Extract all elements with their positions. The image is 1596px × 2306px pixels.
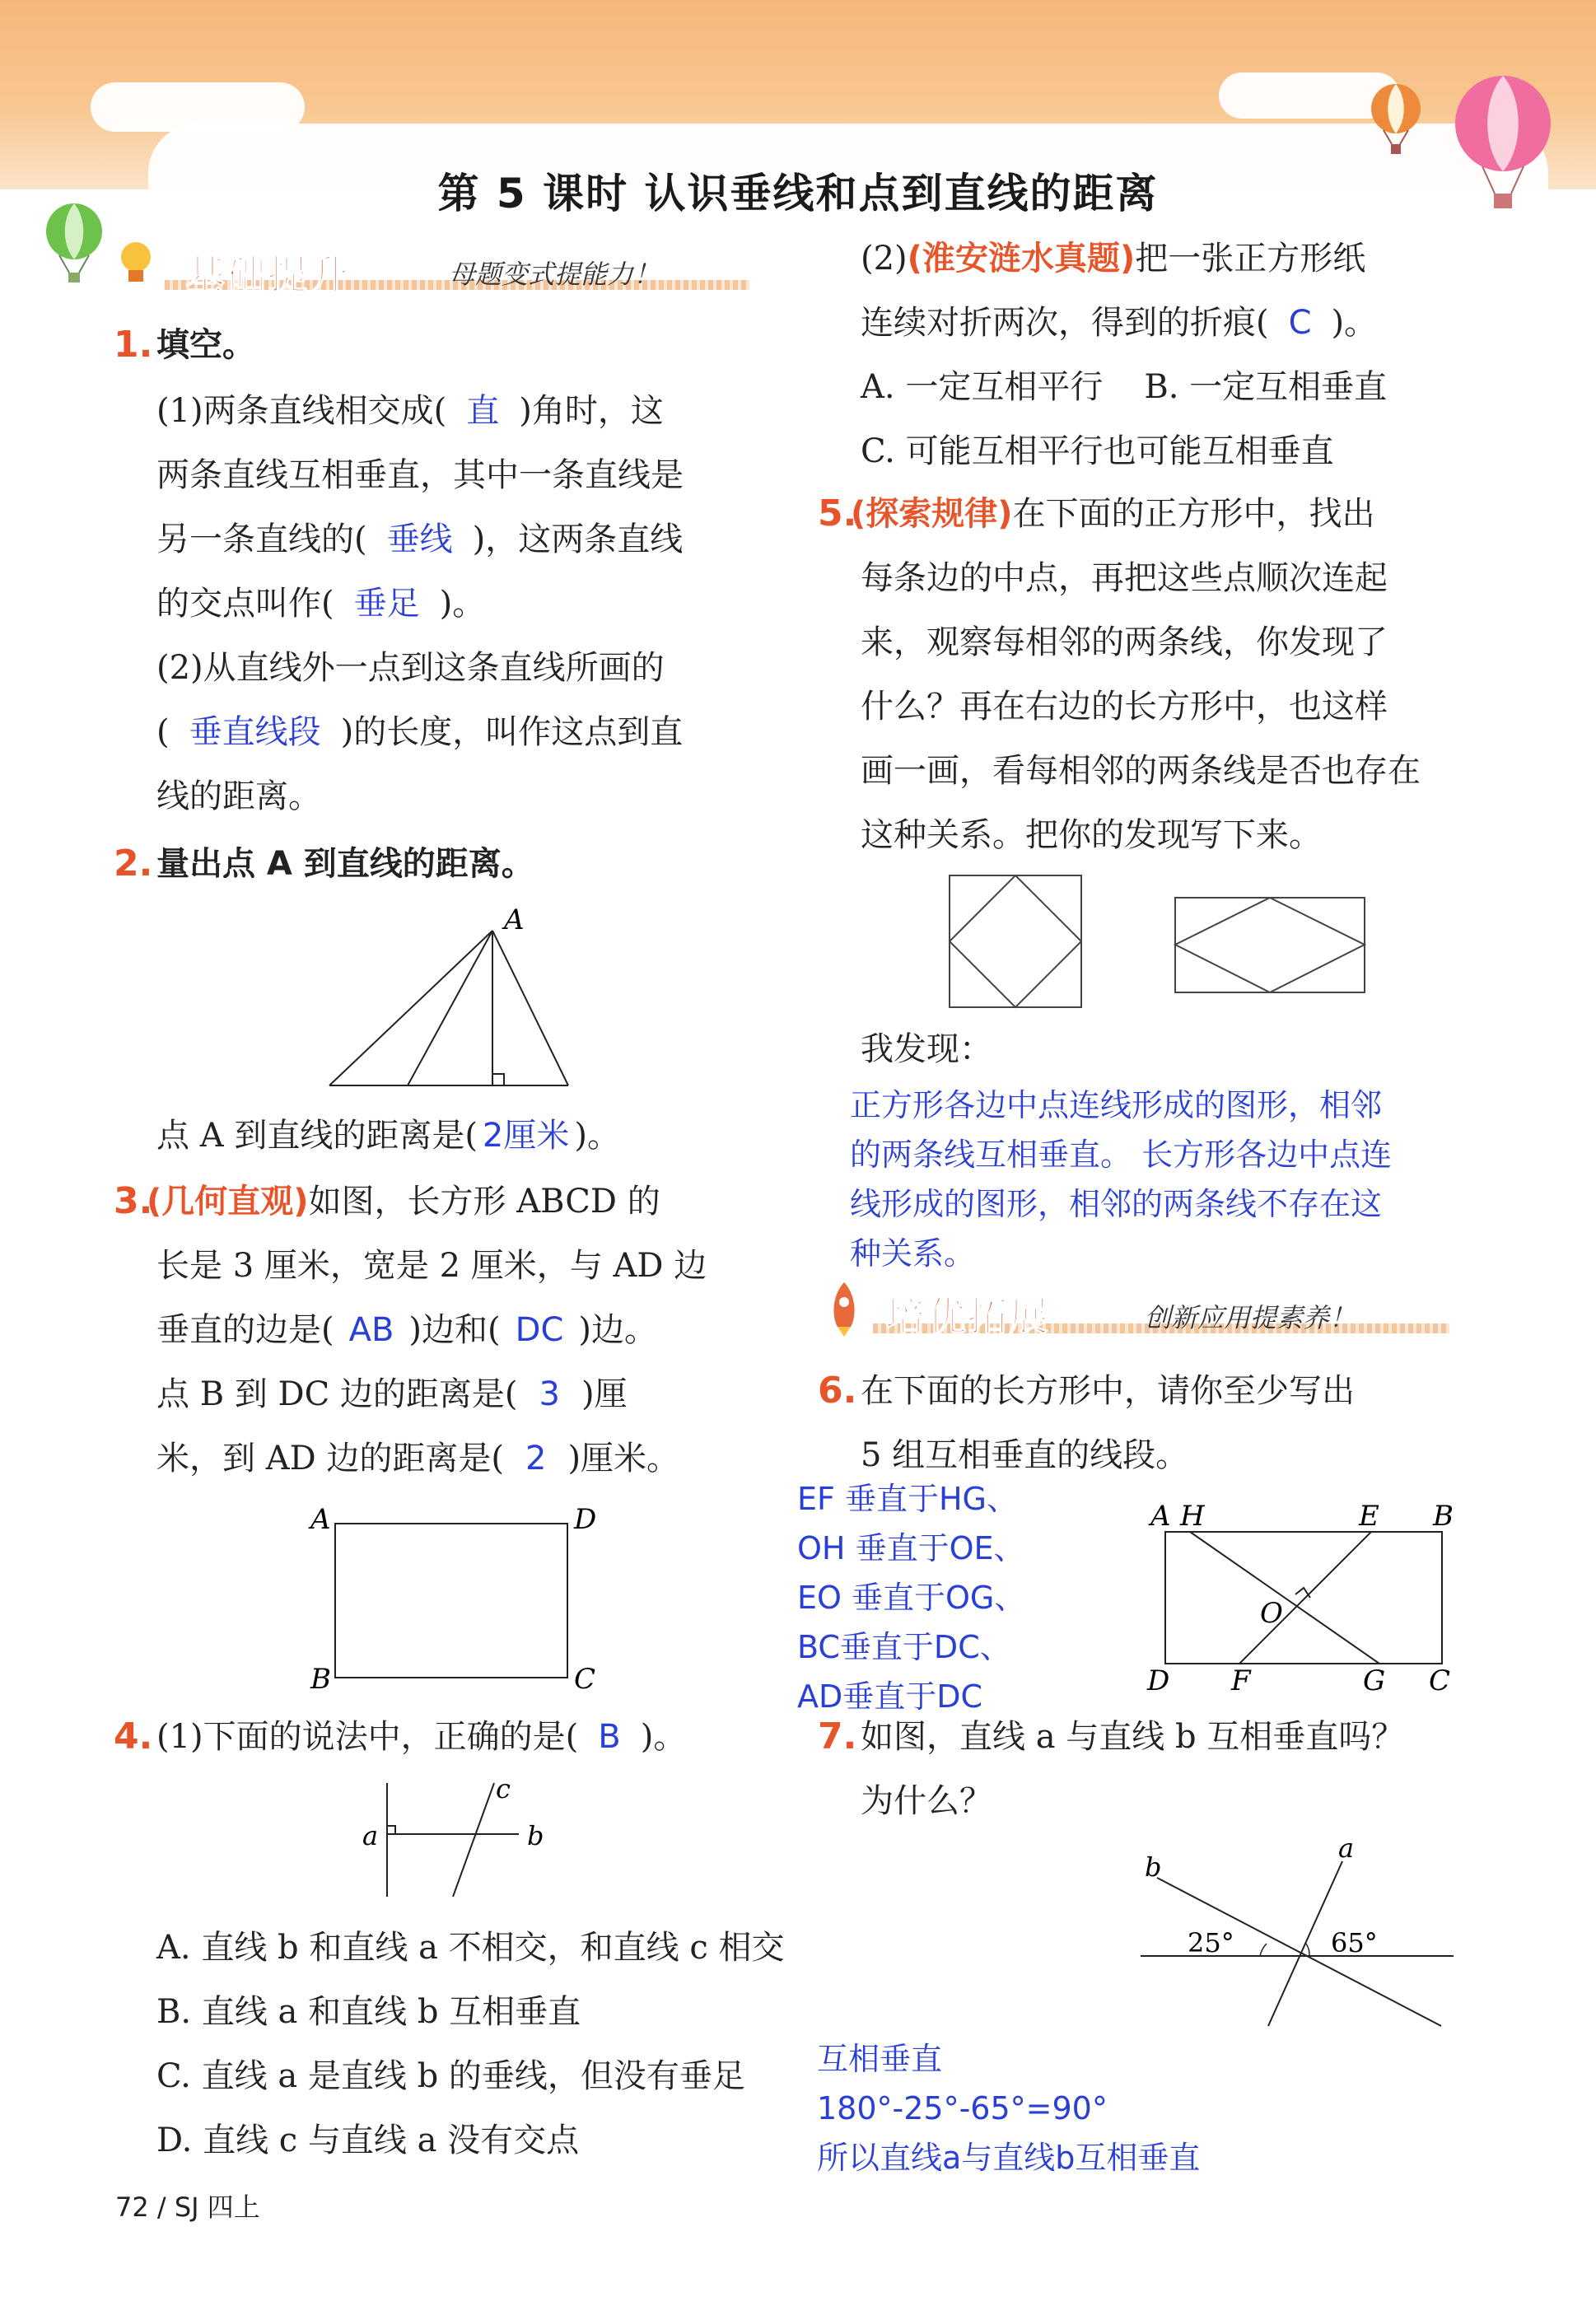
q5-answer: 正方形各边中点连线形成的图形，相邻 [850, 1087, 1383, 1123]
q6-label-h: H [1180, 1500, 1205, 1533]
q1-title: 填空。 [156, 326, 255, 364]
q5-line: 画一画，看每相邻的两条线是否也存在 [861, 752, 1421, 790]
q5-number: 5. [818, 492, 857, 534]
q7-answer: 所以直线a与直线b互相垂直 [817, 2140, 1201, 2176]
q5-line: 每条边的中点，再把这些点顺次连起 [861, 559, 1388, 597]
q1-text: 的交点叫作( [156, 585, 334, 623]
q4-part2-line [861, 239, 1365, 278]
rocket-icon [824, 1281, 865, 1338]
q6-number: 6. [818, 1370, 857, 1412]
q4-tag: (淮安涟水真题) [907, 240, 1136, 278]
q1-answer: 垂直线段 [189, 713, 321, 751]
q5-shapes-figure [943, 869, 1379, 1017]
q6-answer: EF 垂直于HG、 [797, 1481, 1018, 1517]
q4-text: (2) [861, 240, 908, 278]
q4-number: 4. [114, 1715, 153, 1758]
balloon-icon [1367, 82, 1425, 161]
q4-part2-line [861, 367, 1387, 407]
q3-line [156, 1310, 657, 1350]
q2-number: 2. [114, 843, 153, 885]
q4-text: 把一张正方形纸 [1135, 240, 1366, 278]
q1-answer: 垂线 [386, 520, 453, 558]
q5-answer: 线形成的图形，相邻的两条线不存在这 [850, 1186, 1383, 1222]
q4-label-a: a [362, 1820, 379, 1851]
q4-text: (1)下面的说法中，正确的是( [156, 1718, 579, 1756]
q1-text: )角时，这 [519, 392, 664, 430]
q2-title: 量出点 A 到直线的距离。 [156, 845, 534, 883]
q4-answer: B [598, 1718, 621, 1756]
q4-part2-option-c: C. 可能互相平行也可能互相垂直 [861, 432, 1334, 470]
q1-line: 两条直线互相垂直，其中一条直线是 [156, 456, 684, 494]
q4-option-c: C. 直线 a 是直线 b 的垂线，但没有垂足 [156, 2057, 745, 2095]
q3-text: )厘 [581, 1375, 628, 1413]
q7-angle-figure [1136, 1828, 1466, 2034]
q7-angle-65: 65° [1331, 1927, 1378, 1958]
q5-line [851, 494, 1375, 534]
q1-text: )，这两条直线 [472, 520, 684, 558]
q6-answer: BC垂直于DC、 [797, 1629, 1011, 1665]
q3-label-a: A [310, 1503, 331, 1536]
q1-text: ( [156, 713, 170, 751]
q1-line [156, 712, 683, 752]
q2-text: 点 A 到直线的距离是( [156, 1117, 478, 1155]
q1-number: 1. [114, 324, 153, 366]
q5-tag: (探索规律) [851, 495, 1013, 533]
q3-answer: 2 [525, 1440, 547, 1477]
q4-line [156, 1717, 686, 1757]
q7-number: 7. [818, 1715, 857, 1758]
q1-line: (2)从直线外一点到这条直线所画的 [156, 649, 665, 687]
q3-answer: AB [348, 1311, 394, 1349]
q1-line: 线的距离。 [156, 777, 321, 815]
q2-text: )。 [574, 1117, 620, 1155]
q4-text: 连续对折两次，得到的折痕( [861, 304, 1269, 342]
q3-text: )厘米。 [567, 1440, 680, 1477]
q3-text: 米，到 AD 边的距离是( [156, 1440, 504, 1477]
q4-label-b: b [527, 1820, 544, 1851]
q3-tag: (几何直观) [147, 1183, 309, 1221]
q3-line [156, 1439, 679, 1478]
q3-label-c: C [574, 1663, 596, 1696]
q1-text: )的长度，叫作这点到直 [340, 713, 684, 751]
q4-option-a: A. 直线 b 和直线 a 不相交，和直线 c 相交 [156, 1929, 785, 1967]
q3-text: )边和( [408, 1311, 501, 1349]
q6-label-f: F [1231, 1664, 1251, 1697]
q4-text: )。 [640, 1718, 687, 1756]
q4-option-d: D. 直线 c 与直线 a 没有交点 [156, 2122, 580, 2159]
q3-line: 长是 3 厘米，宽是 2 厘米，与 AD 边 [156, 1247, 707, 1285]
q4-answer: C [1288, 304, 1312, 342]
q2-point-label: A [504, 906, 525, 936]
q3-text: 点 B 到 DC 边的距离是( [156, 1375, 518, 1413]
q4-option: A. 一定互相平行 [861, 368, 1104, 406]
q6-label-e: E [1359, 1500, 1379, 1533]
q6-label-b: B [1433, 1500, 1454, 1533]
lightbulb-icon [115, 239, 156, 288]
q7-line: 如图，直线 a 与直线 b 互相垂直吗？ [861, 1718, 1405, 1756]
q7-angle-25: 25° [1188, 1927, 1234, 1958]
q2-triangle-figure [321, 906, 601, 1095]
q3-text: )边。 [578, 1311, 657, 1349]
q6-answer: AD垂直于DC [797, 1678, 983, 1715]
q4-option: B. 一定互相垂直 [1144, 368, 1388, 406]
q3-label-b: B [310, 1663, 331, 1696]
q7-answer: 互相垂直 [817, 2041, 943, 2077]
q7-label-a: a [1338, 1832, 1355, 1864]
q1-line [156, 584, 485, 623]
q3-answer: DC [515, 1311, 564, 1349]
q6-answer: EO 垂直于OG、 [797, 1580, 1026, 1616]
q6-label-c: C [1429, 1664, 1451, 1697]
q5-line: 什么？再在右边的长方形中，也这样 [861, 688, 1388, 726]
q3-text: 如图，长方形 ABCD 的 [308, 1183, 660, 1221]
q4-label-c: c [496, 1775, 511, 1804]
q6-line: 在下面的长方形中，请你至少写出 [861, 1372, 1355, 1410]
q6-label-a: A [1150, 1500, 1171, 1533]
q3-answer: 3 [539, 1375, 560, 1413]
q1-line [156, 391, 664, 431]
q3-line [147, 1182, 660, 1221]
q4-text: )。 [1331, 304, 1378, 342]
q1-answer: 垂足 [353, 585, 420, 623]
q5-found-label: 我发现： [861, 1030, 992, 1068]
q5-answer: 的两条线互相垂直。 长方形各边中点连 [850, 1137, 1393, 1173]
q6-answer: OH 垂直于OE、 [797, 1530, 1025, 1566]
q6-label-g: G [1363, 1664, 1386, 1697]
section-adv-label: 培优拓展 [885, 1294, 1051, 1340]
page-title: 第 5 课时 认识垂线和点到直线的距离 [437, 170, 1159, 217]
q2-answer: 2厘米 [482, 1117, 570, 1155]
q3-label-d: D [574, 1503, 597, 1536]
section-basic-subtitle: 母题变式提能力！ [449, 259, 660, 290]
section-basic-label: 基础提升 [185, 252, 351, 298]
q1-text: 另一条直线的( [156, 520, 367, 558]
q1-line [156, 520, 683, 559]
q4-option-b: B. 直线 a 和直线 b 互相垂直 [156, 1993, 581, 2031]
q7-answer: 180°-25°-65°=90° [817, 2090, 1108, 2126]
q5-line: 来，观察每相邻的两条线，你发现了 [861, 623, 1388, 661]
q7-line: 为什么？ [861, 1782, 992, 1820]
q1-text: )。 [439, 585, 486, 623]
q4-part2-line [861, 303, 1377, 343]
q6-label-d: D [1147, 1664, 1170, 1697]
q1-answer: 直 [466, 392, 500, 430]
q3-line [156, 1375, 628, 1414]
q6-line: 5 组互相垂直的线段。 [861, 1436, 1189, 1474]
q4-lines-figure [354, 1775, 568, 1898]
q1-text: (1)两条直线相交成( [156, 392, 447, 430]
q2-answer-line [156, 1116, 620, 1155]
q5-line: 这种关系。把你的发现写下来。 [861, 816, 1322, 854]
q6-rectangle-figure [1141, 1491, 1470, 1705]
q3-rectangle-figure [301, 1499, 614, 1697]
q3-number: 3. [114, 1180, 153, 1222]
q6-label-o: O [1260, 1597, 1283, 1630]
section-adv-subtitle: 创新应用提素养！ [1145, 1302, 1356, 1333]
page-footer: 72 / SJ 四上 [115, 2192, 260, 2223]
q5-answer: 种关系。 [850, 1235, 976, 1272]
q5-text: 在下面的正方形中，找出 [1012, 495, 1375, 533]
q3-text: 垂直的边是( [156, 1311, 334, 1349]
q7-label-b: b [1145, 1851, 1162, 1883]
